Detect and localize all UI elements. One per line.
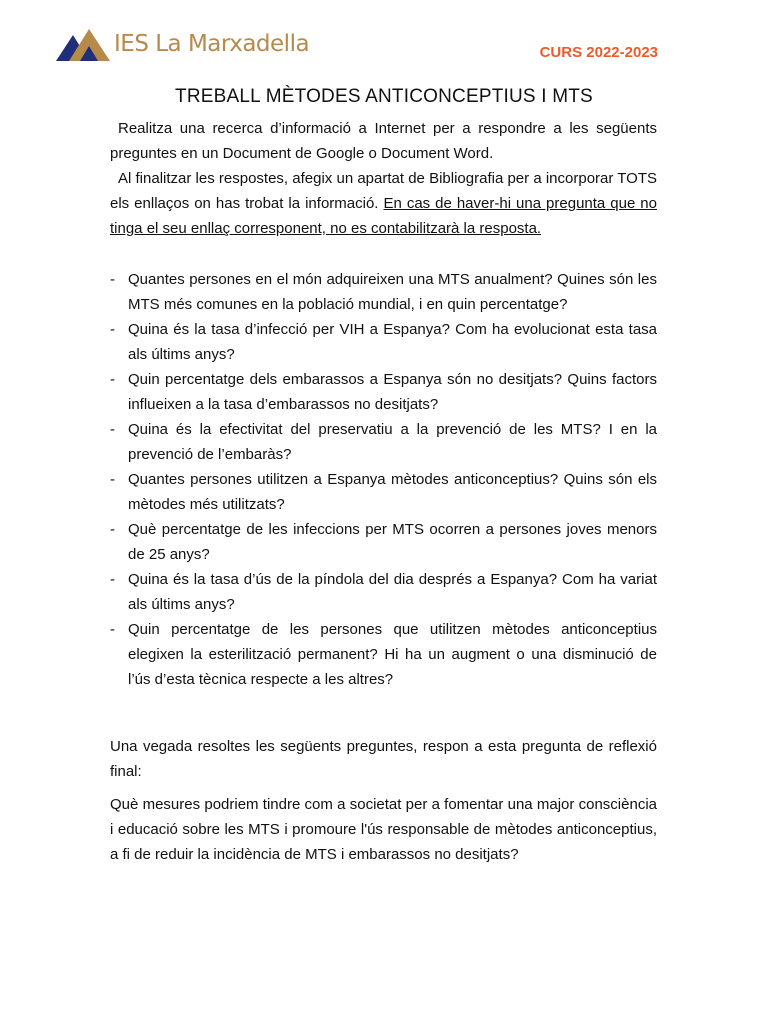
- question-text: Quantes persones utilitzen a Espanya mètodes anticonceptius? Quins són els mètodes més utilitzats?: [128, 471, 657, 513]
- question-text: Quin percentatge dels embarassos a Espanya són no desitjats? Quins factors influeixen a la tasa d’embarassos no desitjats?: [128, 371, 657, 413]
- question-item: [110, 517, 657, 567]
- final-intro-paragraph: Una vegada resoltes les següents preguntes, respon a esta pregunta de reflexió final:: [110, 738, 657, 780]
- list-dash: -: [110, 371, 115, 388]
- underlined-warning: En cas de haver-hi una pregunta que no tinga el seu enllaç corresponent, no es contabilitzarà la resposta.: [110, 195, 657, 237]
- final-reflection-question: Què mesures podriem tindre com a societat per a fomentar una major consciència i educació sobre les MTS i promoure l'ús responsable de mètodes anticonceptius, a fi de reduir la incidència de MTS i embarassos no desitjats?: [110, 796, 657, 863]
- question-item: [110, 417, 657, 467]
- school-logo: [56, 24, 309, 64]
- course-label: CURS 2022-2023: [539, 44, 658, 61]
- mountain-logo-icon: [56, 26, 110, 62]
- question-text: Quin percentatge de les persones que utilitzen mètodes anticonceptius elegixen la esterilització permanent? Hi ha un augment o una disminució de l’ús d’esta tècnica respecte a les altres?: [128, 621, 657, 688]
- list-dash: -: [110, 421, 115, 438]
- list-dash: -: [110, 571, 115, 588]
- question-text: Què percentatge de les infeccions per MTS ocorren a persones joves menors de 25 anys?: [128, 521, 657, 563]
- intro-paragraph-2-text: Al finalitzar les respostes, afegix un apartat de Bibliografia per a incorporar TOTS els enllaços on has trobat la informació.: [110, 170, 657, 212]
- list-dash: -: [110, 321, 115, 338]
- question-text: Quina és la tasa d’ús de la píndola del dia després a Espanya? Com ha variat als últims anys?: [128, 571, 657, 613]
- question-text: Quina és la tasa d’infecció per VIH a Espanya? Com ha evolucionat esta tasa als últims anys?: [128, 321, 657, 363]
- intro-paragraph-2: [110, 166, 657, 241]
- question-item: [110, 567, 657, 617]
- question-item: [110, 267, 657, 317]
- question-item: [110, 317, 657, 367]
- logo-text: IES La Marxadella: [114, 30, 310, 57]
- question-item: [110, 467, 657, 517]
- page-title: TREBALL MÈTODES ANTICONCEPTIUS I MTS: [175, 86, 593, 107]
- document-body: [110, 116, 657, 867]
- question-item: [110, 617, 657, 692]
- list-dash: -: [110, 621, 115, 638]
- questions-list: [110, 267, 657, 692]
- question-item: [110, 367, 657, 417]
- question-text: Quantes persones en el món adquireixen una MTS anualment? Quines són les MTS més comunes en la població mundial, i en quin percentatge?: [128, 271, 657, 313]
- list-dash: -: [110, 471, 115, 488]
- document-header: [56, 24, 660, 68]
- list-dash: -: [110, 521, 115, 538]
- question-text: Quina és la efectivitat del preservatiu a la prevenció de les MTS? I en la prevenció de l’embaràs?: [128, 421, 657, 463]
- intro-paragraph-1: Realitza una recerca d’informació a Internet per a respondre a les següents preguntes en un Document de Google o Document Word.: [110, 120, 657, 162]
- list-dash: -: [110, 271, 115, 288]
